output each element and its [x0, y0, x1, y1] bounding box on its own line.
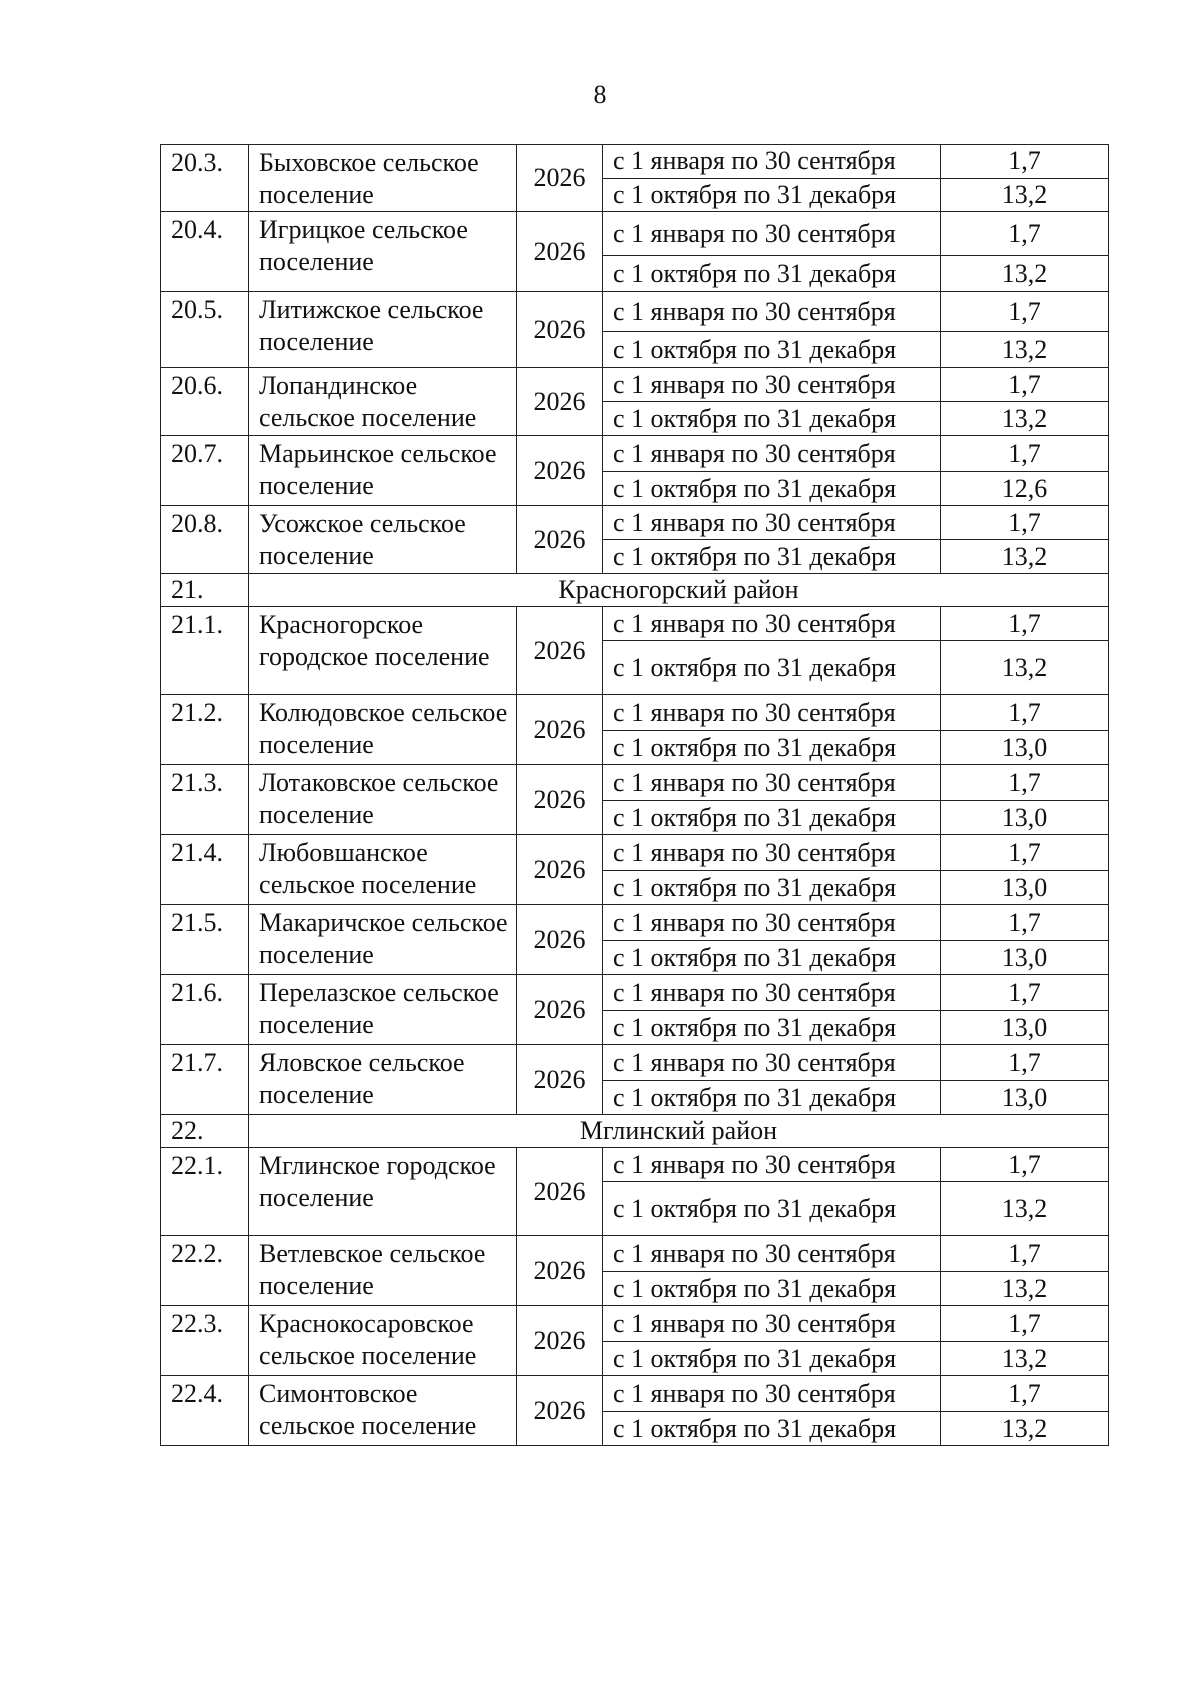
settlement-name: Симонтовское сельское поселение — [249, 1376, 517, 1446]
period-cell: с 1 октября по 31 декабря — [603, 472, 941, 506]
value-cell: 13,2 — [941, 402, 1109, 436]
value-cell: 13,2 — [941, 1272, 1109, 1306]
value-cell: 1,7 — [941, 765, 1109, 801]
table-row — [161, 765, 1109, 801]
settlement-name: Любовшанское сельское поселение — [249, 835, 517, 905]
year-cell: 2026 — [517, 145, 603, 212]
period-cell: с 1 октября по 31 декабря — [603, 540, 941, 574]
period-cell: с 1 января по 30 сентября — [603, 436, 941, 472]
value-cell: 1,7 — [941, 607, 1109, 641]
value-cell: 12,6 — [941, 472, 1109, 506]
year-cell: 2026 — [517, 1148, 603, 1236]
period-cell: с 1 января по 30 сентября — [603, 145, 941, 179]
district-row — [161, 574, 1109, 607]
row-number: 20.8. — [161, 506, 249, 574]
value-cell: 13,2 — [941, 1412, 1109, 1446]
tariff-table-container — [160, 144, 1108, 1446]
year-cell: 2026 — [517, 765, 603, 835]
row-number: 22.4. — [161, 1376, 249, 1446]
settlement-name: Литижское сельское поселение — [249, 292, 517, 368]
period-cell: с 1 января по 30 сентября — [603, 1148, 941, 1182]
year-cell: 2026 — [517, 905, 603, 975]
row-number: 21.6. — [161, 975, 249, 1045]
settlement-name: Яловское сельское поселение — [249, 1045, 517, 1115]
period-cell: с 1 января по 30 сентября — [603, 695, 941, 731]
period-cell: с 1 октября по 31 декабря — [603, 332, 941, 368]
row-number: 20.6. — [161, 368, 249, 436]
period-cell: с 1 октября по 31 декабря — [603, 1081, 941, 1115]
value-cell: 1,7 — [941, 1045, 1109, 1081]
row-number: 21.4. — [161, 835, 249, 905]
period-cell: с 1 января по 30 сентября — [603, 1306, 941, 1342]
table-row — [161, 212, 1109, 256]
year-cell: 2026 — [517, 1376, 603, 1446]
row-number: 21.7. — [161, 1045, 249, 1115]
period-cell: с 1 октября по 31 декабря — [603, 1272, 941, 1306]
period-cell: с 1 октября по 31 декабря — [603, 871, 941, 905]
year-cell: 2026 — [517, 506, 603, 574]
table-row — [161, 368, 1109, 402]
value-cell: 13,0 — [941, 1011, 1109, 1045]
table-row — [161, 292, 1109, 332]
row-number: 21.1. — [161, 607, 249, 695]
value-cell: 13,2 — [941, 256, 1109, 292]
value-cell: 1,7 — [941, 1306, 1109, 1342]
settlement-name: Лотаковское сельское поселение — [249, 765, 517, 835]
table-body — [161, 145, 1109, 1446]
table-row — [161, 607, 1109, 641]
period-cell: с 1 января по 30 сентября — [603, 368, 941, 402]
period-cell: с 1 января по 30 сентября — [603, 765, 941, 801]
table-row — [161, 1045, 1109, 1081]
year-cell: 2026 — [517, 1306, 603, 1376]
period-cell: с 1 октября по 31 декабря — [603, 801, 941, 835]
settlement-name: Перелазское сельское поселение — [249, 975, 517, 1045]
period-cell: с 1 января по 30 сентября — [603, 292, 941, 332]
table-row — [161, 145, 1109, 179]
district-name: Мглинский район — [249, 1115, 1109, 1148]
value-cell: 1,7 — [941, 368, 1109, 402]
period-cell: с 1 октября по 31 декабря — [603, 1342, 941, 1376]
period-cell: с 1 января по 30 сентября — [603, 905, 941, 941]
table-row — [161, 905, 1109, 941]
year-cell: 2026 — [517, 695, 603, 765]
period-cell: с 1 октября по 31 декабря — [603, 641, 941, 695]
settlement-name: Усожское сельское поселение — [249, 506, 517, 574]
table-row — [161, 1148, 1109, 1182]
period-cell: с 1 октября по 31 декабря — [603, 256, 941, 292]
settlement-name: Лопандинское сельское поселение — [249, 368, 517, 436]
value-cell: 1,7 — [941, 1148, 1109, 1182]
row-number: 20.4. — [161, 212, 249, 292]
value-cell: 13,0 — [941, 1081, 1109, 1115]
period-cell: с 1 января по 30 сентября — [603, 835, 941, 871]
period-cell: с 1 января по 30 сентября — [603, 506, 941, 540]
value-cell: 13,2 — [941, 540, 1109, 574]
settlement-name: Марьинское сельское поселение — [249, 436, 517, 506]
settlement-name: Красногорское городское поселение — [249, 607, 517, 695]
year-cell: 2026 — [517, 212, 603, 292]
settlement-name: Краснокосаровское сельское поселение — [249, 1306, 517, 1376]
period-cell: с 1 января по 30 сентября — [603, 975, 941, 1011]
table-row — [161, 975, 1109, 1011]
table-row — [161, 506, 1109, 540]
period-cell: с 1 января по 30 сентября — [603, 1376, 941, 1412]
value-cell: 13,2 — [941, 1342, 1109, 1376]
year-cell: 2026 — [517, 835, 603, 905]
value-cell: 13,2 — [941, 1182, 1109, 1236]
period-cell: с 1 октября по 31 декабря — [603, 178, 941, 212]
period-cell: с 1 октября по 31 декабря — [603, 1182, 941, 1236]
period-cell: с 1 октября по 31 декабря — [603, 1412, 941, 1446]
tariff-table — [160, 144, 1109, 1446]
value-cell: 13,0 — [941, 801, 1109, 835]
value-cell: 1,7 — [941, 695, 1109, 731]
value-cell: 1,7 — [941, 835, 1109, 871]
row-number: 22.2. — [161, 1236, 249, 1306]
row-number: 21.2. — [161, 695, 249, 765]
period-cell: с 1 октября по 31 декабря — [603, 731, 941, 765]
value-cell: 1,7 — [941, 212, 1109, 256]
period-cell: с 1 октября по 31 декабря — [603, 1011, 941, 1045]
period-cell: с 1 января по 30 сентября — [603, 607, 941, 641]
district-number: 22. — [161, 1115, 249, 1148]
table-row — [161, 835, 1109, 871]
value-cell: 1,7 — [941, 145, 1109, 179]
value-cell: 1,7 — [941, 1376, 1109, 1412]
row-number: 22.1. — [161, 1148, 249, 1236]
year-cell: 2026 — [517, 368, 603, 436]
value-cell: 1,7 — [941, 292, 1109, 332]
value-cell: 13,0 — [941, 941, 1109, 975]
settlement-name: Быховское сельское поселение — [249, 145, 517, 212]
table-row — [161, 1376, 1109, 1412]
period-cell: с 1 октября по 31 декабря — [603, 402, 941, 436]
value-cell: 13,0 — [941, 731, 1109, 765]
value-cell: 1,7 — [941, 1236, 1109, 1272]
table-row — [161, 1306, 1109, 1342]
row-number: 20.3. — [161, 145, 249, 212]
row-number: 21.5. — [161, 905, 249, 975]
table-row — [161, 1236, 1109, 1272]
district-number: 21. — [161, 574, 249, 607]
row-number: 21.3. — [161, 765, 249, 835]
value-cell: 1,7 — [941, 506, 1109, 540]
year-cell: 2026 — [517, 1236, 603, 1306]
value-cell: 13,2 — [941, 332, 1109, 368]
table-row — [161, 695, 1109, 731]
year-cell: 2026 — [517, 292, 603, 368]
year-cell: 2026 — [517, 975, 603, 1045]
value-cell: 1,7 — [941, 975, 1109, 1011]
settlement-name: Колюдовское сельское поселение — [249, 695, 517, 765]
district-row — [161, 1115, 1109, 1148]
settlement-name: Мглинское городское поселение — [249, 1148, 517, 1236]
settlement-name: Игрицкое сельское поселение — [249, 212, 517, 292]
row-number: 20.7. — [161, 436, 249, 506]
row-number: 20.5. — [161, 292, 249, 368]
row-number: 22.3. — [161, 1306, 249, 1376]
year-cell: 2026 — [517, 607, 603, 695]
table-row — [161, 436, 1109, 472]
value-cell: 13,0 — [941, 871, 1109, 905]
value-cell: 13,2 — [941, 178, 1109, 212]
year-cell: 2026 — [517, 1045, 603, 1115]
page-number: 8 — [593, 80, 607, 109]
value-cell: 1,7 — [941, 905, 1109, 941]
district-name: Красногорский район — [249, 574, 1109, 607]
period-cell: с 1 января по 30 сентября — [603, 212, 941, 256]
period-cell: с 1 января по 30 сентября — [603, 1045, 941, 1081]
settlement-name: Макаричское сельское поселение — [249, 905, 517, 975]
period-cell: с 1 января по 30 сентября — [603, 1236, 941, 1272]
year-cell: 2026 — [517, 436, 603, 506]
value-cell: 13,2 — [941, 641, 1109, 695]
value-cell: 1,7 — [941, 436, 1109, 472]
settlement-name: Ветлевское сельское поселение — [249, 1236, 517, 1306]
period-cell: с 1 октября по 31 декабря — [603, 941, 941, 975]
